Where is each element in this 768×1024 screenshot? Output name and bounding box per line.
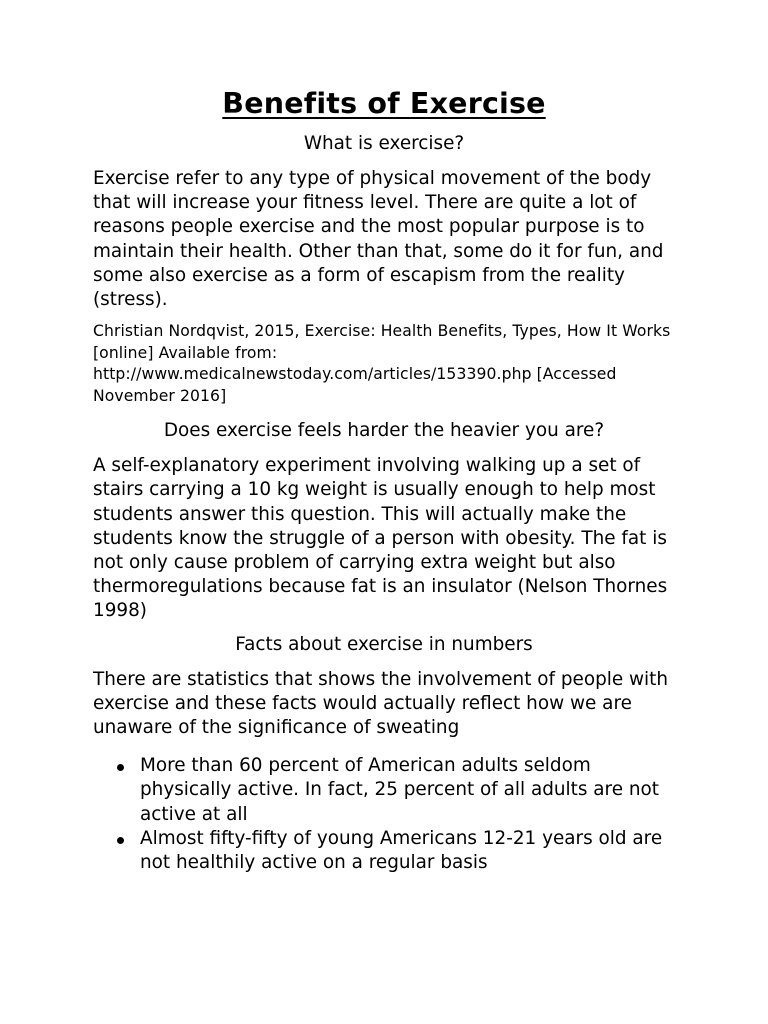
bullet-icon: [117, 764, 124, 771]
list-item-text: Almost fifty-fifty of young Americans 12-21 years old are not healthily active on a regular basis: [140, 827, 663, 874]
facts-bullet-list: [93, 754, 675, 875]
list-item: [93, 827, 675, 875]
section-body-facts: There are statistics that shows the involvement of people with exercise and these facts would actually reflect how we are unaware of the significance of sweating: [93, 668, 669, 739]
section-heading-what-is-exercise: What is exercise?: [303, 133, 465, 154]
section-body-what-is-exercise: Exercise refer to any type of physical movement of the body that will increase your fitness level. There are quite a lot of reasons people exercise and the most popular purpose is to maintain their health. Other than that, some do it for fun, and some also exercise as a form of escapism from the reality (stress).: [93, 168, 664, 311]
section-heading-facts: Facts about exercise in numbers: [235, 633, 533, 655]
list-item-text: More than 60 percent of American adults seldom physically active. In fact, 25 percent of all adults are not active at all: [140, 755, 659, 825]
section-body-heavier: A self-explanatory experiment involving walking up a set of stairs carrying a 10 kg weight is usually enough to help most students answer this question. This will actually make the students know the struggle of a person with obesity. The fat is not only cause problem of carrying extra weight but also thermoregulations because fat is an insulator (Nelson Thornes 1998): [93, 455, 668, 622]
citation: Christian Nordqvist, 2015, Exercise: Health Benefits, Types, How It Works [online] Available from: http://www.medicalnewstoday.com/articles/153390.php [Accessed November 2016]: [93, 322, 671, 405]
section-heading-heavier: Does exercise feels harder the heavier you are?: [163, 420, 605, 442]
document-title: Benefits of Exercise: [222, 87, 546, 120]
list-item: [93, 754, 675, 827]
bullet-icon: [117, 837, 124, 844]
